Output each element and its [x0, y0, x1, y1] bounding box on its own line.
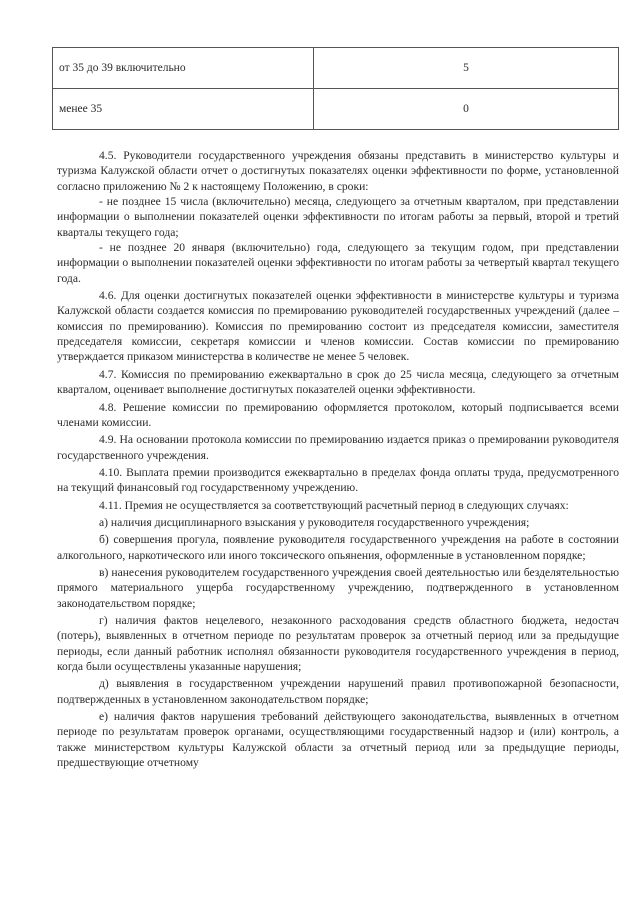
- paragraph-4-5: 4.5. Руководители государственного учреждения обязаны представить в министерство культуры и туризма Калужской области отчет о достигнутых показателях оценки эффективности по форме, установленной согласно приложению № 2 к настоящему Положению, в сроки:: [57, 149, 619, 193]
- paragraph-case-d: д) выявления в государственном учреждении нарушений правил противопожарной безопасности, подтвержденных в установленном законодательством порядке;: [57, 677, 619, 706]
- paragraph-4-9: 4.9. На основании протокола комиссии по премированию издается приказ о премировании руководителя государственного учреждения.: [57, 433, 619, 462]
- paragraph-4-10: 4.10. Выплата премии производится ежеквартально в пределах фонда оплаты труда, предусмотренного на текущий финансовый год государственному учреждению.: [57, 465, 619, 495]
- paragraph-case-a: а) наличия дисциплинарного взыскания у руководителя государственного учреждения;: [99, 515, 530, 529]
- paragraph-4-7: 4.7. Комиссия по премированию ежеквартально в срок до 25 числа месяца, следующего за отчетным кварталом, оценивает выполнение достигнутых показателей оценки эффективности.: [57, 367, 619, 397]
- paragraph-case-b: б) совершения прогула, появление руководителя государственного учреждения на работе в состоянии алкогольного, наркотического или иного токсического опьянения, оформленные в установленном порядке;: [57, 533, 619, 562]
- table-row: [53, 48, 619, 89]
- document-body: [57, 148, 619, 770]
- table-cell-value: 0: [314, 89, 619, 130]
- table-row: [53, 89, 619, 130]
- paragraph-case-e: е) наличия фактов нарушения требований действующего законодательства, выявленных в отчетном периоде по результатам проверок органами, осуществляющими государственный надзор и (или) контроль, а также министерством культуры Калужской области за отчетный период или за предыдущие периоды, предшествующие отчетному: [57, 710, 619, 770]
- paragraph-4-11: 4.11. Премия не осуществляется за соответствующий расчетный период в следующих случаях:: [99, 498, 569, 512]
- paragraph-deadline-1: - не позднее 15 числа (включительно) месяца, следующего за отчетным кварталом, при представлении информации о выполнении показателей оценки эффективности по итогам работы за первый, второй и третий кварталы текущего года;: [57, 195, 619, 239]
- paragraph-case-v: в) нанесения руководителем государственного учреждения своей деятельностью или безделятельностью прямого материального ущерба государственному учреждению, подтвержденного в установленном законодательством порядке;: [57, 565, 619, 610]
- table-cell-value: 5: [314, 48, 619, 89]
- paragraph-4-8: 4.8. Решение комиссии по премированию оформляется протоколом, который подписывается всеми членами комиссии.: [57, 400, 619, 429]
- paragraph-4-6: 4.6. Для оценки достигнутых показателей оценки эффективности в министерстве культуры и туризма Калужской области создается комиссия по премированию руководителей государственных учреждений (далее – комиссия по премированию). Комиссия по премированию состоит из председателя комиссии, заместителя председателя комиссии, секретаря комиссии и членов комиссии. Состав комиссии по премированию утверждается приказом министерства в количестве не менее 5 человек.: [57, 289, 619, 364]
- paragraph-case-g: г) наличия фактов нецелевого, незаконного расходования средств областного бюджета, недостач (потерь), выявленных в отчетном периоде по результатам проверок за отчетный период или за предыдущие периоды, если данный работник исполнял обязанности руководителя государственного учреждения в период, когда были осуществлены указанные нарушения;: [57, 613, 619, 673]
- paragraph-deadline-2: - не позднее 20 января (включительно) года, следующего за текущим годом, при представлении информации о выполнении показателей оценки эффективности по итогам работы за четвертый квартал текущего года.: [57, 241, 619, 285]
- table-cell-range: менее 35: [53, 89, 314, 130]
- score-table: [52, 47, 619, 130]
- table-cell-range: от 35 до 39 включительно: [53, 48, 314, 89]
